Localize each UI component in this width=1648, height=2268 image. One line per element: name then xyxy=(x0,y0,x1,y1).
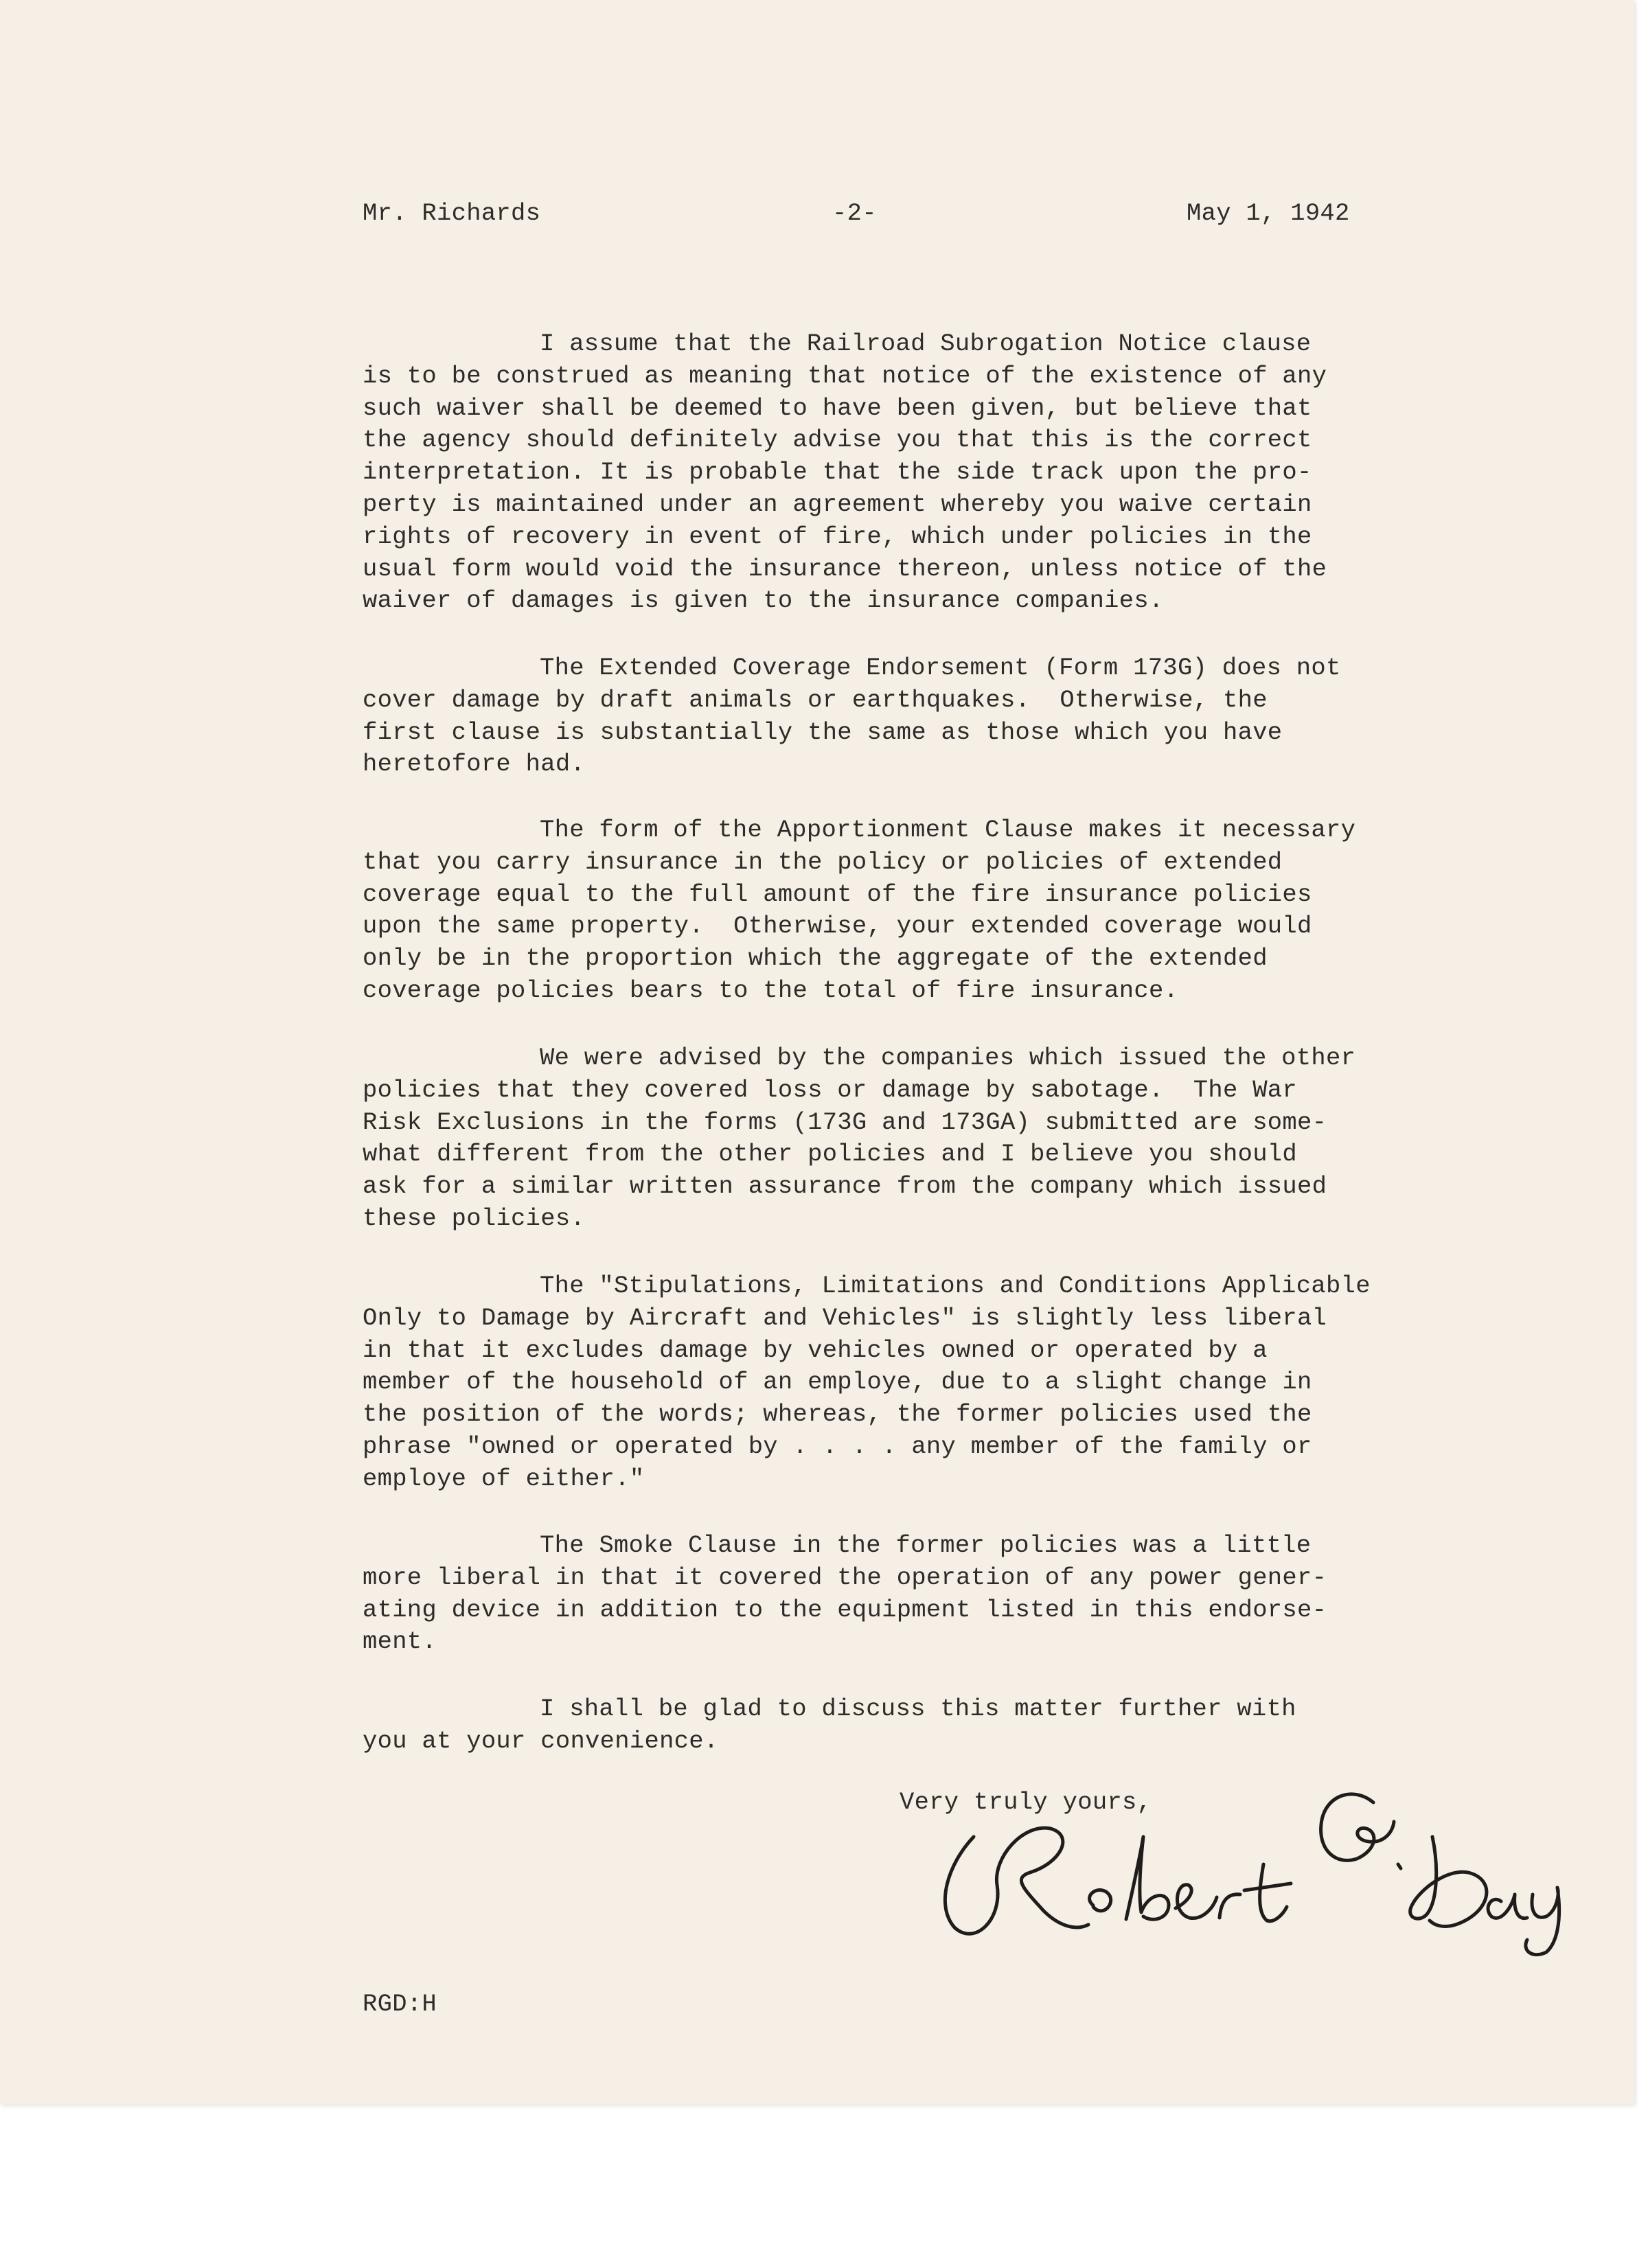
text-line: that you carry insurance in the policy or policies of extended xyxy=(363,847,1283,876)
signature-stroke xyxy=(945,1828,1088,1934)
text-line: Only to Damage by Aircraft and Vehicles" is slightly less liberal xyxy=(363,1303,1327,1332)
paragraph-extended-coverage xyxy=(363,652,1461,781)
text-line: what different from the other policies and I believe you should xyxy=(363,1140,1298,1169)
recipient-header: Mr. Richards xyxy=(363,199,541,227)
signature-stroke xyxy=(1176,1885,1217,1918)
text-line: member of the household of an employe, due to a slight change in xyxy=(363,1368,1312,1397)
text-line: The Extended Coverage Endorsement (Form 173G) does not xyxy=(540,654,1341,682)
closing-salutation: Very truly yours, xyxy=(900,1788,1152,1816)
text-line: in that it excludes damage by vehicles owned or operated by a xyxy=(363,1336,1268,1364)
text-line: such waiver shall be deemed to have been given, but believe that xyxy=(363,393,1312,422)
text-line: Risk Exclusions in the forms (173G and 173GA) submitted are some- xyxy=(363,1108,1327,1136)
text-line: coverage equal to the full amount of the fire insurance policies xyxy=(363,880,1312,908)
text-line: heretofore had. xyxy=(363,750,586,779)
text-line: more liberal in that it covered the operation of any power gener- xyxy=(363,1563,1327,1592)
signature-stroke xyxy=(1398,1864,1401,1868)
text-line: you at your convenience. xyxy=(363,1726,719,1755)
signature-stroke xyxy=(1410,1837,1487,1926)
text-line: these policies. xyxy=(363,1204,586,1233)
text-line: perty is maintained under an agreement whereby you waive certain xyxy=(363,490,1312,518)
text-line: only be in the proportion which the aggregate of the extended xyxy=(363,944,1268,973)
page-number: -2- xyxy=(832,199,877,227)
text-line: phrase "owned or operated by . . . . any member of the family or xyxy=(363,1432,1312,1461)
signature-stroke xyxy=(1244,1883,1291,1890)
text-line: I shall be glad to discuss this matter further with xyxy=(540,1695,1296,1723)
signature-stroke xyxy=(1321,1794,1394,1861)
paragraph-railroad-subrogation xyxy=(363,328,1461,617)
text-line: The "Stipulations, Limitations and Conditions Applicable xyxy=(540,1272,1371,1300)
text-line: is to be construed as meaning that notice of the existence of any xyxy=(363,361,1327,390)
text-line: policies that they covered loss or damage by sabotage. The War xyxy=(363,1075,1298,1104)
text-line: The form of the Apportionment Clause makes it necessary xyxy=(540,816,1356,844)
text-line: cover damage by draft animals or earthquakes. Otherwise, the xyxy=(363,685,1268,714)
paragraph-apportionment-clause xyxy=(363,814,1461,1007)
text-line: interpretation. It is probable that the side track upon the pro- xyxy=(363,458,1312,487)
text-line: the agency should definitely advise you that this is the correct xyxy=(363,426,1312,455)
text-line: upon the same property. Otherwise, your extended coverage would xyxy=(363,912,1312,941)
text-line: The Smoke Clause in the former policies was a little xyxy=(540,1531,1312,1559)
signature-stroke xyxy=(1126,1837,1169,1919)
signature-stroke xyxy=(1526,1888,1559,1955)
paragraph-war-risk xyxy=(363,1042,1461,1235)
text-line: usual form would void the insurance thereon, unless notice of the xyxy=(363,554,1327,583)
text-line: ment. xyxy=(363,1627,437,1656)
text-line: employe of either." xyxy=(363,1464,645,1493)
text-line: first clause is substantially the same as those which you have xyxy=(363,718,1283,746)
text-line: I assume that the Railroad Subrogation Notice clause xyxy=(540,330,1312,358)
text-line: coverage policies bears to the total of fire insurance. xyxy=(363,976,1179,1005)
text-line: ating device in addition to the equipment listed in this endorse- xyxy=(363,1595,1327,1624)
signature xyxy=(920,1748,1566,1960)
text-line: the position of the words; whereas, the former policies used the xyxy=(363,1400,1312,1429)
signature-stroke xyxy=(1488,1894,1527,1918)
paragraph-smoke-clause xyxy=(363,1530,1461,1658)
paragraph-stipulations xyxy=(363,1270,1461,1496)
text-line: ask for a similar written assurance from the company which issued xyxy=(363,1172,1327,1201)
letter-date: May 1, 1942 xyxy=(1187,199,1350,227)
signature-stroke xyxy=(1260,1864,1287,1921)
text-line: rights of recovery in event of fire, which under policies in the xyxy=(363,522,1312,551)
reference-initials: RGD:H xyxy=(363,1990,437,2018)
signature-stroke xyxy=(1220,1894,1240,1918)
text-line: waiver of damages is given to the insurance companies. xyxy=(363,586,1164,615)
text-line: We were advised by the companies which issued the other xyxy=(540,1044,1356,1072)
signature-stroke xyxy=(1090,1890,1111,1911)
